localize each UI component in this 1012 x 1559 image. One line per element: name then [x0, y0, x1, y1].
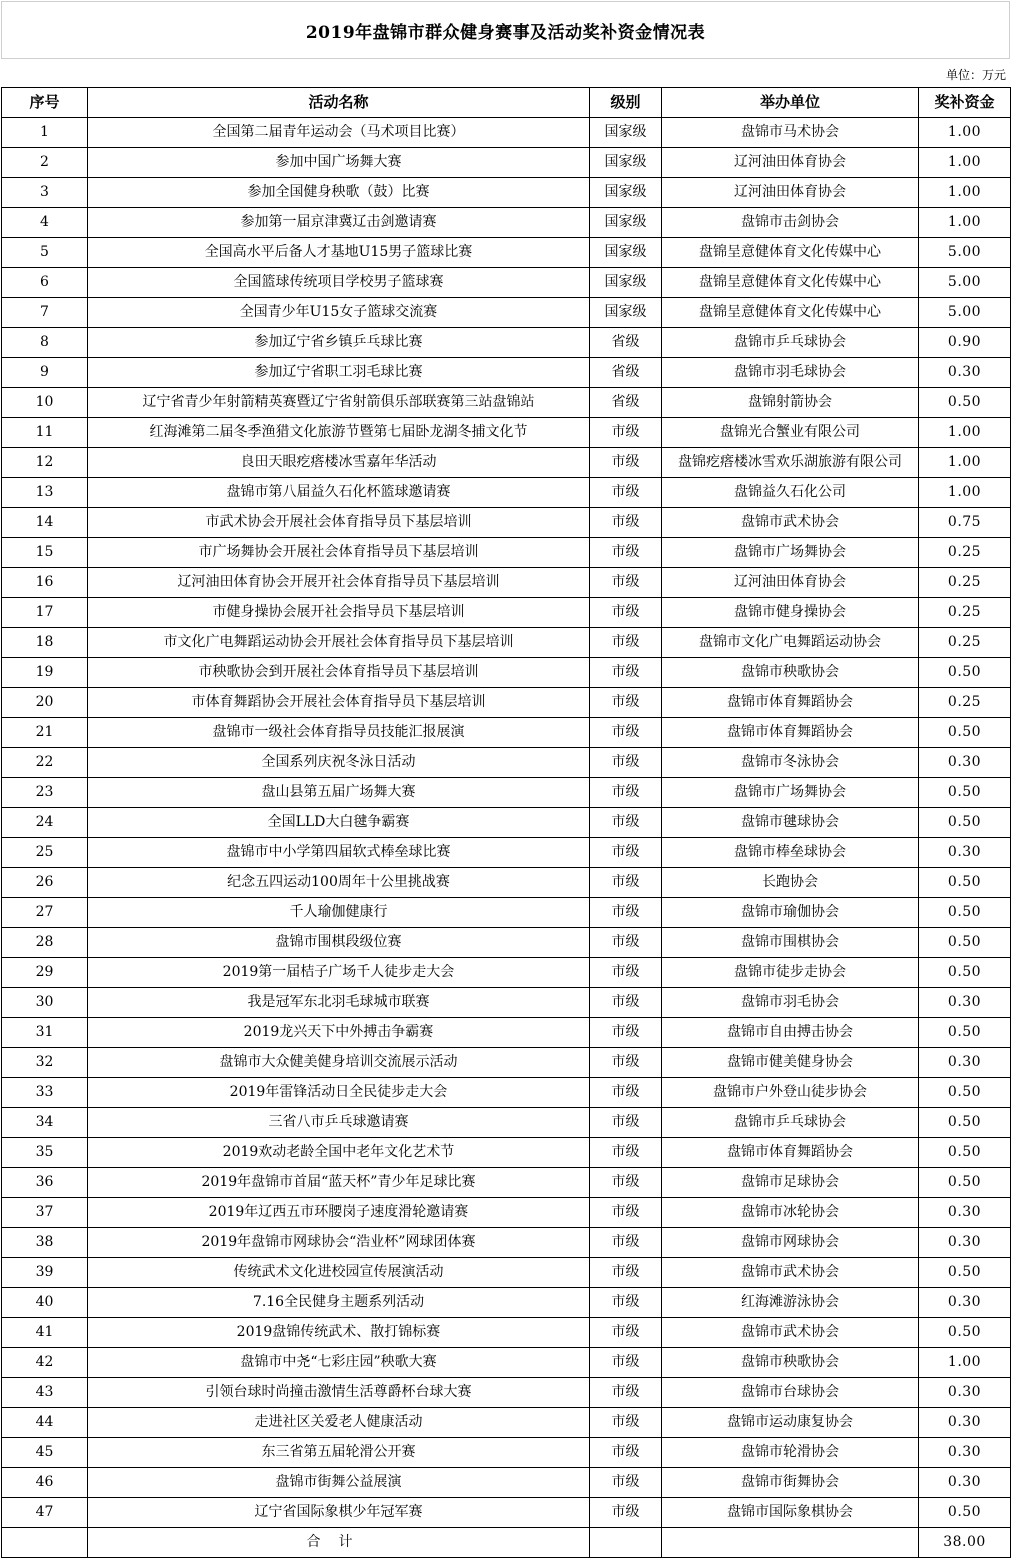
level: 市级: [590, 868, 662, 898]
activity-name: 7.16全民健身主题系列活动: [88, 1288, 590, 1318]
fund-amount: 0.50: [919, 958, 1011, 988]
table-row: [2, 538, 1011, 568]
table-row: [2, 1348, 1011, 1378]
level: 市级: [590, 538, 662, 568]
funding-table: [1, 87, 1011, 1558]
table-row: [2, 1108, 1011, 1138]
organizer: 盘锦益久石化公司: [662, 478, 919, 508]
activity-name: 市体育舞蹈协会开展社会体育指导员下基层培训: [88, 688, 590, 718]
fund-amount: 0.30: [919, 748, 1011, 778]
level: 市级: [590, 748, 662, 778]
level: 市级: [590, 448, 662, 478]
level: 市级: [590, 1198, 662, 1228]
activity-name: 三省八市乒乓球邀请赛: [88, 1108, 590, 1138]
table-row: [2, 1078, 1011, 1108]
activity-name: 2019年盘锦市首届“蓝天杯”青少年足球比赛: [88, 1168, 590, 1198]
table-header-row: [2, 88, 1011, 118]
row-index: 47: [2, 1498, 88, 1528]
table-row: [2, 568, 1011, 598]
organizer: 辽河油田体育协会: [662, 568, 919, 598]
level: 市级: [590, 1078, 662, 1108]
organizer: 盘锦市武术协会: [662, 1318, 919, 1348]
fund-amount: 5.00: [919, 298, 1011, 328]
organizer: 盘锦市乒乓球协会: [662, 1108, 919, 1138]
table-row: [2, 118, 1011, 148]
activity-name: 2019年雷锋活动日全民徒步走大会: [88, 1078, 590, 1108]
fund-amount: 0.50: [919, 1018, 1011, 1048]
fund-amount: 0.30: [919, 1438, 1011, 1468]
table-row: [2, 1138, 1011, 1168]
activity-name: 2019盘锦传统武术、散打锦标赛: [88, 1318, 590, 1348]
level: 市级: [590, 628, 662, 658]
organizer: 辽河油田体育协会: [662, 178, 919, 208]
fund-amount: 0.50: [919, 718, 1011, 748]
fund-amount: 0.30: [919, 838, 1011, 868]
table-row: [2, 238, 1011, 268]
organizer: 盘锦市羽毛球协会: [662, 358, 919, 388]
row-index: 2: [2, 148, 88, 178]
level: 市级: [590, 1018, 662, 1048]
level: 国家级: [590, 208, 662, 238]
page-title: 2019年盘锦市群众健身赛事及活动奖补资金情况表: [305, 22, 706, 43]
activity-name: 2019第一届桔子广场千人徒步走大会: [88, 958, 590, 988]
table-row: [2, 1258, 1011, 1288]
fund-amount: 0.25: [919, 568, 1011, 598]
level: 国家级: [590, 298, 662, 328]
row-index: 34: [2, 1108, 88, 1138]
row-index: 10: [2, 388, 88, 418]
level: 市级: [590, 658, 662, 688]
level: 市级: [590, 1498, 662, 1528]
row-index: 42: [2, 1348, 88, 1378]
fund-amount: 1.00: [919, 1348, 1011, 1378]
organizer: 盘锦市击剑协会: [662, 208, 919, 238]
level: 市级: [590, 1288, 662, 1318]
activity-name: 参加辽宁省职工羽毛球比赛: [88, 358, 590, 388]
organizer: 盘锦市健身操协会: [662, 598, 919, 628]
activity-name: 我是冠军东北羽毛球城市联赛: [88, 988, 590, 1018]
fund-amount: 0.50: [919, 808, 1011, 838]
table-row: [2, 418, 1011, 448]
row-index: 28: [2, 928, 88, 958]
row-index: 29: [2, 958, 88, 988]
row-index: 26: [2, 868, 88, 898]
table-row: [2, 688, 1011, 718]
activity-name: 全国系列庆祝冬泳日活动: [88, 748, 590, 778]
activity-name: 市健身操协会展开社会指导员下基层培训: [88, 598, 590, 628]
activity-name: 全国篮球传统项目学校男子篮球赛: [88, 268, 590, 298]
fund-amount: 0.30: [919, 1198, 1011, 1228]
fund-amount: 5.00: [919, 268, 1011, 298]
row-index: 3: [2, 178, 88, 208]
table-row: [2, 838, 1011, 868]
table-row: [2, 898, 1011, 928]
table-body: [2, 118, 1011, 1528]
table-row: [2, 1228, 1011, 1258]
organizer: 盘锦市乒乓球协会: [662, 328, 919, 358]
organizer: 盘锦市体育舞蹈协会: [662, 1138, 919, 1168]
activity-name: 引领台球时尚撞击激情生活尊爵杯台球大赛: [88, 1378, 590, 1408]
organizer: 红海滩游泳协会: [662, 1288, 919, 1318]
total-label: 合计: [88, 1528, 590, 1558]
table-row: [2, 778, 1011, 808]
table-row: [2, 478, 1011, 508]
organizer: 盘锦市轮滑协会: [662, 1438, 919, 1468]
activity-name: 盘山县第五届广场舞大赛: [88, 778, 590, 808]
activity-name: 市文化广电舞蹈运动协会开展社会体育指导员下基层培训: [88, 628, 590, 658]
row-index: 13: [2, 478, 88, 508]
row-index: 18: [2, 628, 88, 658]
fund-amount: 0.50: [919, 868, 1011, 898]
activity-name: 全国青少年U15女子篮球交流赛: [88, 298, 590, 328]
fund-amount: 0.50: [919, 1078, 1011, 1108]
organizer: 盘锦市国际象棋协会: [662, 1498, 919, 1528]
table-row: [2, 1048, 1011, 1078]
table-row: [2, 928, 1011, 958]
activity-name: 2019龙兴天下中外搏击争霸赛: [88, 1018, 590, 1048]
title-box: [1, 1, 1010, 59]
level: 市级: [590, 1468, 662, 1498]
table-row: [2, 298, 1011, 328]
row-index: 35: [2, 1138, 88, 1168]
level: 市级: [590, 568, 662, 598]
row-index: 41: [2, 1318, 88, 1348]
organizer: 盘锦市毽球协会: [662, 808, 919, 838]
fund-amount: 0.50: [919, 1318, 1011, 1348]
activity-name: 盘锦市围棋段级位赛: [88, 928, 590, 958]
table-row: [2, 178, 1011, 208]
table-row: [2, 1438, 1011, 1468]
header-fund: 奖补资金: [919, 88, 1011, 118]
fund-amount: 0.30: [919, 1288, 1011, 1318]
fund-amount: 1.00: [919, 478, 1011, 508]
header-level: 级别: [590, 88, 662, 118]
organizer: 盘锦疙瘩楼冰雪欢乐湖旅游有限公司: [662, 448, 919, 478]
fund-amount: 0.50: [919, 1168, 1011, 1198]
total-level-cell: [590, 1528, 662, 1558]
table-row: [2, 988, 1011, 1018]
level: 市级: [590, 778, 662, 808]
activity-name: 盘锦市中尧“七彩庄园”秧歌大赛: [88, 1348, 590, 1378]
total-value: 38.00: [919, 1528, 1011, 1558]
organizer: 盘锦市冬泳协会: [662, 748, 919, 778]
table-row: [2, 268, 1011, 298]
fund-amount: 0.30: [919, 988, 1011, 1018]
organizer: 盘锦呈意健体育文化传媒中心: [662, 298, 919, 328]
activity-name: 千人瑜伽健康行: [88, 898, 590, 928]
total-index-cell: [2, 1528, 88, 1558]
fund-amount: 0.50: [919, 388, 1011, 418]
organizer: 盘锦市徒步走协会: [662, 958, 919, 988]
organizer: 盘锦市运动康复协会: [662, 1408, 919, 1438]
organizer: 盘锦呈意健体育文化传媒中心: [662, 238, 919, 268]
unit-label: 单位：万元: [945, 68, 1006, 82]
total-row: [2, 1528, 1011, 1558]
row-index: 14: [2, 508, 88, 538]
table-row: [2, 958, 1011, 988]
fund-amount: 0.75: [919, 508, 1011, 538]
table-row: [2, 1378, 1011, 1408]
organizer: 盘锦市体育舞蹈协会: [662, 718, 919, 748]
row-index: 4: [2, 208, 88, 238]
activity-name: 2019年盘锦市网球协会“浩业杯”网球团体赛: [88, 1228, 590, 1258]
activity-name: 市秧歌协会到开展社会体育指导员下基层培训: [88, 658, 590, 688]
table-row: [2, 748, 1011, 778]
fund-amount: 1.00: [919, 118, 1011, 148]
table-row: [2, 1198, 1011, 1228]
level: 市级: [590, 1378, 662, 1408]
activity-name: 2019欢动老龄全国中老年文化艺术节: [88, 1138, 590, 1168]
activity-name: 纪念五四运动100周年十公里挑战赛: [88, 868, 590, 898]
fund-amount: 0.50: [919, 1138, 1011, 1168]
row-index: 15: [2, 538, 88, 568]
header-activity: 活动名称: [88, 88, 590, 118]
activity-name: 盘锦市一级社会体育指导员技能汇报展演: [88, 718, 590, 748]
table-row: [2, 208, 1011, 238]
level: 市级: [590, 478, 662, 508]
row-index: 46: [2, 1468, 88, 1498]
table-row: [2, 328, 1011, 358]
level: 国家级: [590, 238, 662, 268]
row-index: 17: [2, 598, 88, 628]
organizer: 盘锦光合蟹业有限公司: [662, 418, 919, 448]
organizer: 盘锦市冰轮协会: [662, 1198, 919, 1228]
activity-name: 盘锦市第八届益久石化杯篮球邀请赛: [88, 478, 590, 508]
activity-name: 盘锦市街舞公益展演: [88, 1468, 590, 1498]
fund-amount: 0.50: [919, 1108, 1011, 1138]
organizer: 盘锦市户外登山徒步协会: [662, 1078, 919, 1108]
row-index: 37: [2, 1198, 88, 1228]
level: 省级: [590, 358, 662, 388]
row-index: 6: [2, 268, 88, 298]
organizer: 盘锦市健美健身协会: [662, 1048, 919, 1078]
organizer: 盘锦市棒垒球协会: [662, 838, 919, 868]
organizer: 盘锦市羽毛协会: [662, 988, 919, 1018]
row-index: 16: [2, 568, 88, 598]
fund-amount: 1.00: [919, 208, 1011, 238]
table-row: [2, 658, 1011, 688]
total-organizer-cell: [662, 1528, 919, 1558]
row-index: 24: [2, 808, 88, 838]
fund-amount: 0.30: [919, 358, 1011, 388]
fund-amount: 5.00: [919, 238, 1011, 268]
row-index: 20: [2, 688, 88, 718]
table-row: [2, 1288, 1011, 1318]
table-row: [2, 388, 1011, 418]
fund-amount: 0.25: [919, 688, 1011, 718]
activity-name: 传统武术文化进校园宣传展演活动: [88, 1258, 590, 1288]
organizer: 盘锦市台球协会: [662, 1378, 919, 1408]
fund-amount: 0.30: [919, 1228, 1011, 1258]
level: 市级: [590, 1258, 662, 1288]
activity-name: 全国第二届青年运动会（马术项目比赛）: [88, 118, 590, 148]
table-row: [2, 148, 1011, 178]
table-row: [2, 628, 1011, 658]
fund-amount: 0.25: [919, 538, 1011, 568]
organizer: 盘锦市武术协会: [662, 1258, 919, 1288]
table-row: [2, 1498, 1011, 1528]
organizer: 盘锦市体育舞蹈协会: [662, 688, 919, 718]
level: 市级: [590, 898, 662, 928]
fund-amount: 0.50: [919, 1258, 1011, 1288]
activity-name: 辽宁省国际象棋少年冠军赛: [88, 1498, 590, 1528]
row-index: 39: [2, 1258, 88, 1288]
row-index: 19: [2, 658, 88, 688]
fund-amount: 0.90: [919, 328, 1011, 358]
fund-amount: 1.00: [919, 448, 1011, 478]
activity-name: 辽河油田体育协会开展开社会体育指导员下基层培训: [88, 568, 590, 598]
activity-name: 东三省第五届轮滑公开赛: [88, 1438, 590, 1468]
fund-amount: 1.00: [919, 418, 1011, 448]
activity-name: 参加中国广场舞大赛: [88, 148, 590, 178]
row-index: 32: [2, 1048, 88, 1078]
organizer: 盘锦市网球协会: [662, 1228, 919, 1258]
activity-name: 参加全国健身秧歌（鼓）比赛: [88, 178, 590, 208]
table-row: [2, 448, 1011, 478]
level: 省级: [590, 388, 662, 418]
organizer: 盘锦市瑜伽协会: [662, 898, 919, 928]
level: 市级: [590, 838, 662, 868]
organizer: 盘锦市武术协会: [662, 508, 919, 538]
organizer: 盘锦市足球协会: [662, 1168, 919, 1198]
fund-amount: 0.30: [919, 1408, 1011, 1438]
row-index: 7: [2, 298, 88, 328]
level: 省级: [590, 328, 662, 358]
organizer: 盘锦市广场舞协会: [662, 538, 919, 568]
organizer: 盘锦射箭协会: [662, 388, 919, 418]
row-index: 40: [2, 1288, 88, 1318]
fund-amount: 1.00: [919, 178, 1011, 208]
row-index: 45: [2, 1438, 88, 1468]
fund-amount: 0.50: [919, 1498, 1011, 1528]
header-index: 序号: [2, 88, 88, 118]
fund-amount: 0.50: [919, 658, 1011, 688]
fund-amount: 0.25: [919, 598, 1011, 628]
table-row: [2, 598, 1011, 628]
table-row: [2, 808, 1011, 838]
level: 市级: [590, 1438, 662, 1468]
organizer: 盘锦市马术协会: [662, 118, 919, 148]
activity-name: 全国LLD大白毽争霸赛: [88, 808, 590, 838]
organizer: 长跑协会: [662, 868, 919, 898]
level: 市级: [590, 808, 662, 838]
row-index: 38: [2, 1228, 88, 1258]
row-index: 22: [2, 748, 88, 778]
level: 市级: [590, 988, 662, 1018]
organizer: 盘锦市秧歌协会: [662, 658, 919, 688]
row-index: 23: [2, 778, 88, 808]
row-index: 25: [2, 838, 88, 868]
row-index: 5: [2, 238, 88, 268]
table-row: [2, 1468, 1011, 1498]
fund-amount: 0.50: [919, 898, 1011, 928]
level: 市级: [590, 1138, 662, 1168]
activity-name: 走进社区关爱老人健康活动: [88, 1408, 590, 1438]
level: 国家级: [590, 268, 662, 298]
level: 市级: [590, 1318, 662, 1348]
level: 市级: [590, 1048, 662, 1078]
row-index: 44: [2, 1408, 88, 1438]
organizer: 辽河油田体育协会: [662, 148, 919, 178]
fund-amount: 0.30: [919, 1048, 1011, 1078]
organizer: 盘锦市文化广电舞蹈运动协会: [662, 628, 919, 658]
activity-name: 全国高水平后备人才基地U15男子篮球比赛: [88, 238, 590, 268]
row-index: 36: [2, 1168, 88, 1198]
level: 市级: [590, 598, 662, 628]
level: 国家级: [590, 118, 662, 148]
row-index: 12: [2, 448, 88, 478]
level: 国家级: [590, 148, 662, 178]
activity-name: 2019年辽西五市环腰岗子速度滑轮邀请赛: [88, 1198, 590, 1228]
table-row: [2, 1408, 1011, 1438]
row-index: 1: [2, 118, 88, 148]
table-row: [2, 718, 1011, 748]
row-index: 30: [2, 988, 88, 1018]
fund-amount: 1.00: [919, 148, 1011, 178]
activity-name: 参加辽宁省乡镇乒乓球比赛: [88, 328, 590, 358]
row-index: 21: [2, 718, 88, 748]
row-index: 11: [2, 418, 88, 448]
table-row: [2, 868, 1011, 898]
row-index: 31: [2, 1018, 88, 1048]
level: 市级: [590, 508, 662, 538]
level: 市级: [590, 1168, 662, 1198]
level: 市级: [590, 1108, 662, 1138]
fund-amount: 0.25: [919, 628, 1011, 658]
activity-name: 盘锦市中小学第四届软式棒垒球比赛: [88, 838, 590, 868]
activity-name: 辽宁省青少年射箭精英赛暨辽宁省射箭俱乐部联赛第三站盘锦站: [88, 388, 590, 418]
table-row: [2, 358, 1011, 388]
table-row: [2, 508, 1011, 538]
fund-amount: 0.30: [919, 1378, 1011, 1408]
row-index: 33: [2, 1078, 88, 1108]
activity-name: 盘锦市大众健美健身培训交流展示活动: [88, 1048, 590, 1078]
organizer: 盘锦市自由搏击协会: [662, 1018, 919, 1048]
table-row: [2, 1018, 1011, 1048]
organizer: 盘锦市街舞协会: [662, 1468, 919, 1498]
level: 市级: [590, 928, 662, 958]
row-index: 27: [2, 898, 88, 928]
level: 市级: [590, 1348, 662, 1378]
level: 市级: [590, 1408, 662, 1438]
activity-name: 良田天眼疙瘩楼冰雪嘉年华活动: [88, 448, 590, 478]
organizer: 盘锦呈意健体育文化传媒中心: [662, 268, 919, 298]
level: 市级: [590, 718, 662, 748]
level: 国家级: [590, 178, 662, 208]
level: 市级: [590, 418, 662, 448]
fund-amount: 0.50: [919, 778, 1011, 808]
row-index: 8: [2, 328, 88, 358]
row-index: 43: [2, 1378, 88, 1408]
activity-name: 市广场舞协会开展社会体育指导员下基层培训: [88, 538, 590, 568]
activity-name: 红海滩第二届冬季渔猎文化旅游节暨第七届卧龙湖冬捕文化节: [88, 418, 590, 448]
fund-amount: 0.30: [919, 1468, 1011, 1498]
organizer: 盘锦市围棋协会: [662, 928, 919, 958]
activity-name: 市武术协会开展社会体育指导员下基层培训: [88, 508, 590, 538]
organizer: 盘锦市广场舞协会: [662, 778, 919, 808]
fund-amount: 0.50: [919, 928, 1011, 958]
activity-name: 参加第一届京津冀辽击剑邀请赛: [88, 208, 590, 238]
level: 市级: [590, 958, 662, 988]
organizer: 盘锦市秧歌协会: [662, 1348, 919, 1378]
table-row: [2, 1318, 1011, 1348]
level: 市级: [590, 1228, 662, 1258]
header-organizer: 举办单位: [662, 88, 919, 118]
row-index: 9: [2, 358, 88, 388]
level: 市级: [590, 688, 662, 718]
table-row: [2, 1168, 1011, 1198]
